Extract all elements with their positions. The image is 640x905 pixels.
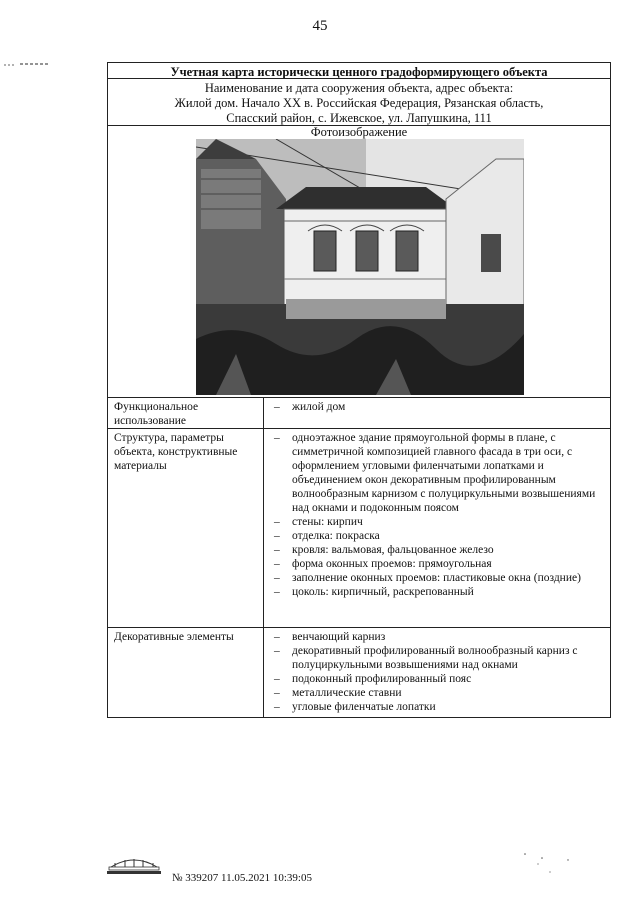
list-item: – угловые филенчатые лопатки [274,701,436,713]
list-item: – форма оконных проемов: прямоугольная [274,558,492,570]
list-item: – венчающий карниз [274,631,386,643]
list-item: – металлические ставни [274,687,402,699]
list-item: – одноэтажное здание прямоугольной формы в плане, с симметричной композицией главного фасада в три оси, с оформлением угловыми филенчатыми лопатками и объединением окон декоративным профилированным волнообразным карнизом с полуциркульными возвышениями над окнами и подоконным поясом [274,432,596,514]
list-item: – подоконный профилированный пояс [274,673,472,685]
row-value-function [270,400,606,414]
registry-logo [105,855,163,875]
list-item: – кровля: вальмовая, фальцованное железо [274,544,494,556]
scan-noise [520,850,580,880]
row-value-structure [270,431,606,599]
list-item: – заполнение оконных проемов: пластиковые окна (поздние) [274,572,581,584]
row-label-function: Функциональное использование [114,401,199,427]
list-item: – цоколь: кирпичный, раскрепованный [274,586,474,598]
accounting-card [107,62,611,718]
building-photo [196,139,524,395]
list-item: – жилой дом [274,401,346,413]
margin-scan-mark [4,62,50,68]
card-title: Учетная карта исторически ценного градоформирующего объекта [170,65,548,79]
list-item: – стены: кирпич [274,516,363,528]
list-item: – отделка: покраска [274,530,380,542]
list-item: – декоративный профилированный волнообразный карниз с полуциркульными возвышениями над окнами [274,645,578,671]
page-number: 45 [312,18,328,34]
document-stamp: № 339207 11.05.2021 10:39:05 [172,872,312,884]
card-header-line-3: Спасский район, с. Ижевское, ул. Лапушкина, 111 [226,111,492,125]
card-header-line-1: Наименование и дата сооружения объекта, адрес объекта: [204,81,514,95]
row-value-decor [270,630,606,714]
row-label-decor: Декоративные элементы [114,631,234,643]
card-header-line-2: Жилой дом. Начало XX в. Российская Федерация, Рязанская область, [174,96,544,110]
photo-label: Фотоизображение [310,125,408,139]
row-label-structure: Структура, параметры объекта, конструктивные материалы [114,432,238,472]
